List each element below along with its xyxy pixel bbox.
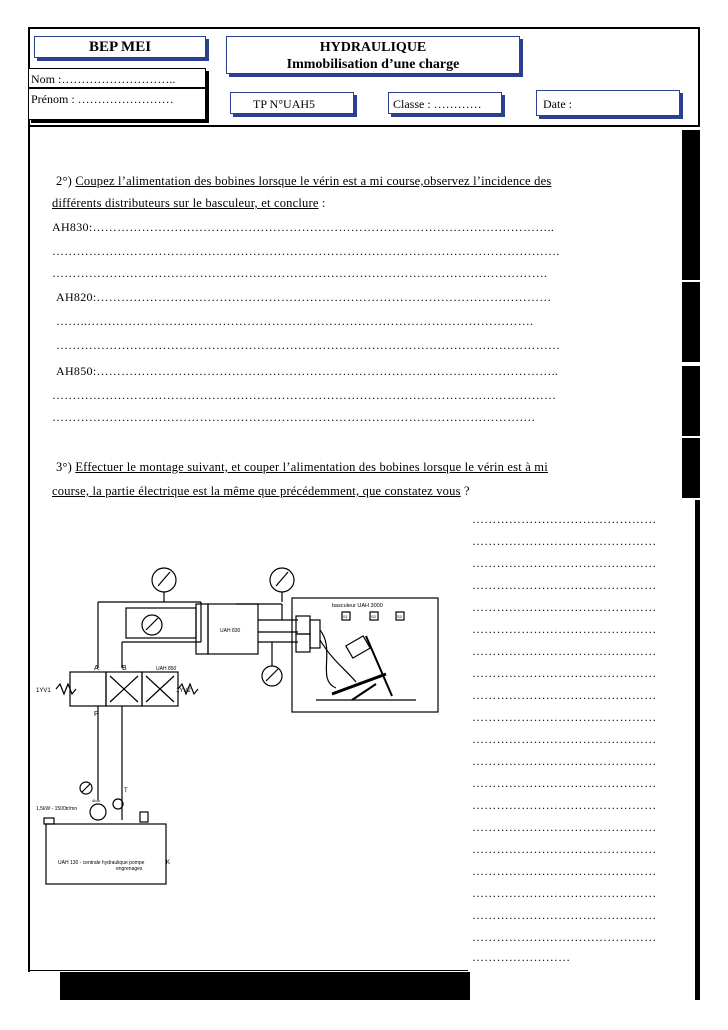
s3-label: S3: [397, 614, 402, 619]
port-t-label: T: [124, 788, 128, 794]
date-field[interactable]: Date :: [543, 97, 572, 111]
q3-answer-line[interactable]: ………………………………………: [472, 820, 657, 834]
port-b-label: B: [122, 665, 127, 672]
q3-answer-line[interactable]: ………………………………………: [472, 578, 657, 592]
q3-answer-line[interactable]: ………………………………………: [472, 842, 657, 856]
nom-box: [28, 68, 206, 88]
margin-bar: [682, 282, 700, 362]
k-label: K: [166, 860, 171, 866]
footer-bar: [60, 972, 470, 1000]
port-a-label: A: [94, 665, 99, 672]
gauge-icon: [262, 666, 282, 686]
margin-bar: [682, 438, 700, 498]
ah820-answer-line2[interactable]: ……..……………………………………………………………………………………………….: [56, 314, 534, 328]
bar-label: 4bar: [92, 798, 101, 803]
bottom-rule: [28, 970, 468, 971]
q3-answer-line[interactable]: ………………………………………: [472, 512, 657, 526]
ah830-answer-line2[interactable]: …………………………………………………………………………………………………………….: [52, 244, 560, 258]
ah820-answer[interactable]: AH820:…………………………………………………………………………………………………: [56, 290, 552, 304]
q3-answer-line[interactable]: ………………………………………: [472, 556, 657, 570]
margin-bar: [682, 366, 700, 436]
s2-label: S2: [371, 614, 376, 619]
q3-answer-line[interactable]: ………………………………………: [472, 886, 657, 900]
page-title: HYDRAULIQUE: [319, 40, 427, 55]
q3-answer-line[interactable]: ………………………………………: [472, 666, 657, 680]
prenom-box: [28, 88, 206, 120]
q3-line1: 3°) Effectuer le montage suivant, et couper l’alimentation des bobines lorsque le vérin est à mi: [56, 460, 548, 474]
q3-answer-line[interactable]: ………………………………………: [472, 688, 657, 702]
ah830-answer[interactable]: AH830:…………………………………………………………………………………………………..: [52, 220, 555, 234]
central-label: UAH 130 - centrale hydraulique pompe: [58, 860, 145, 866]
q3-answer-line[interactable]: ………………………………………: [472, 864, 657, 878]
classe-field[interactable]: Classe : …………: [393, 97, 482, 111]
q3-answer-line[interactable]: ………………………………………: [472, 600, 657, 614]
q3-answer-line[interactable]: ………………………………………: [472, 622, 657, 636]
q3-answer-line[interactable]: ………………………………………: [472, 908, 657, 922]
page-subtitle: Immobilisation d’une charge: [286, 57, 460, 72]
ah850-answer-line2[interactable]: ……………………………………………………………………………………………………………: [52, 388, 557, 402]
q3-answer-line[interactable]: ………………………………………: [472, 776, 657, 790]
q2-line2: différents distributeurs sur le basculeur, et conclure :: [52, 196, 326, 210]
ah820-answer-line3[interactable]: ……………………………………………………………………………………………………………: [56, 338, 561, 352]
margin-bar: [695, 500, 700, 1000]
pressure-gauge-icon: [270, 568, 294, 592]
hydraulic-diagram: [36, 560, 466, 890]
yv1-label: 1YV1: [36, 688, 51, 694]
basculeur-label: basculeur UAH 3000: [332, 603, 383, 609]
margin-bar: [682, 130, 700, 280]
q3-answer-line[interactable]: ………………………………………: [472, 754, 657, 768]
date-box: [536, 90, 680, 116]
tp-box: [230, 92, 354, 114]
uah830-label: UAH 830: [220, 628, 241, 634]
pump-icon: [90, 804, 106, 820]
q3-answer-line[interactable]: ………………………………………: [472, 534, 657, 548]
prenom-field[interactable]: Prénom : ……………………: [31, 92, 174, 106]
q3-answer-line[interactable]: ………………………………………: [472, 710, 657, 724]
pressure-gauge-icon: [152, 568, 176, 592]
q3-answer-line[interactable]: ………………………………………: [472, 732, 657, 746]
uah850-label: UAH 850: [156, 666, 177, 672]
q3-line2: course, la partie électrique est la même que précédemment, que constatez vous ?: [52, 484, 470, 498]
q3-answer-line[interactable]: ………………………………………: [472, 644, 657, 658]
q3-answer-line[interactable]: ………………………………………: [472, 930, 657, 944]
port-p-label: P: [94, 711, 99, 718]
nom-field[interactable]: Nom :………………………..: [31, 72, 176, 86]
title-box: [226, 36, 520, 74]
q3-answer-line[interactable]: ………………………………………: [472, 798, 657, 812]
ah830-answer-line3[interactable]: ………………………………………………………………………………………………………….: [52, 266, 548, 280]
left-border: [28, 127, 30, 972]
tp-number: TP N°UAH5: [253, 97, 316, 111]
q2-line1: 2°) Coupez l’alimentation des bobines lorsque le vérin est a mi course,observez l’incidence des: [56, 174, 552, 188]
gauge-icon: [142, 615, 162, 635]
course-box: BEP MEI: [34, 36, 206, 58]
ah850-answer[interactable]: AH850:…………………………………………………………………………………………………..: [56, 364, 559, 378]
motor-label: 1,5kW - 1500tr/mn: [36, 806, 78, 812]
classe-box: [388, 92, 502, 114]
s1-label: S1: [343, 614, 348, 619]
q3-answer-last[interactable]: ……………………: [472, 950, 571, 964]
yv2-label: 1YV2: [176, 688, 191, 694]
ah850-answer-line3[interactable]: ……………………………………………………………………………………………………….: [52, 410, 535, 424]
central-label2: engrenages: [116, 866, 143, 872]
